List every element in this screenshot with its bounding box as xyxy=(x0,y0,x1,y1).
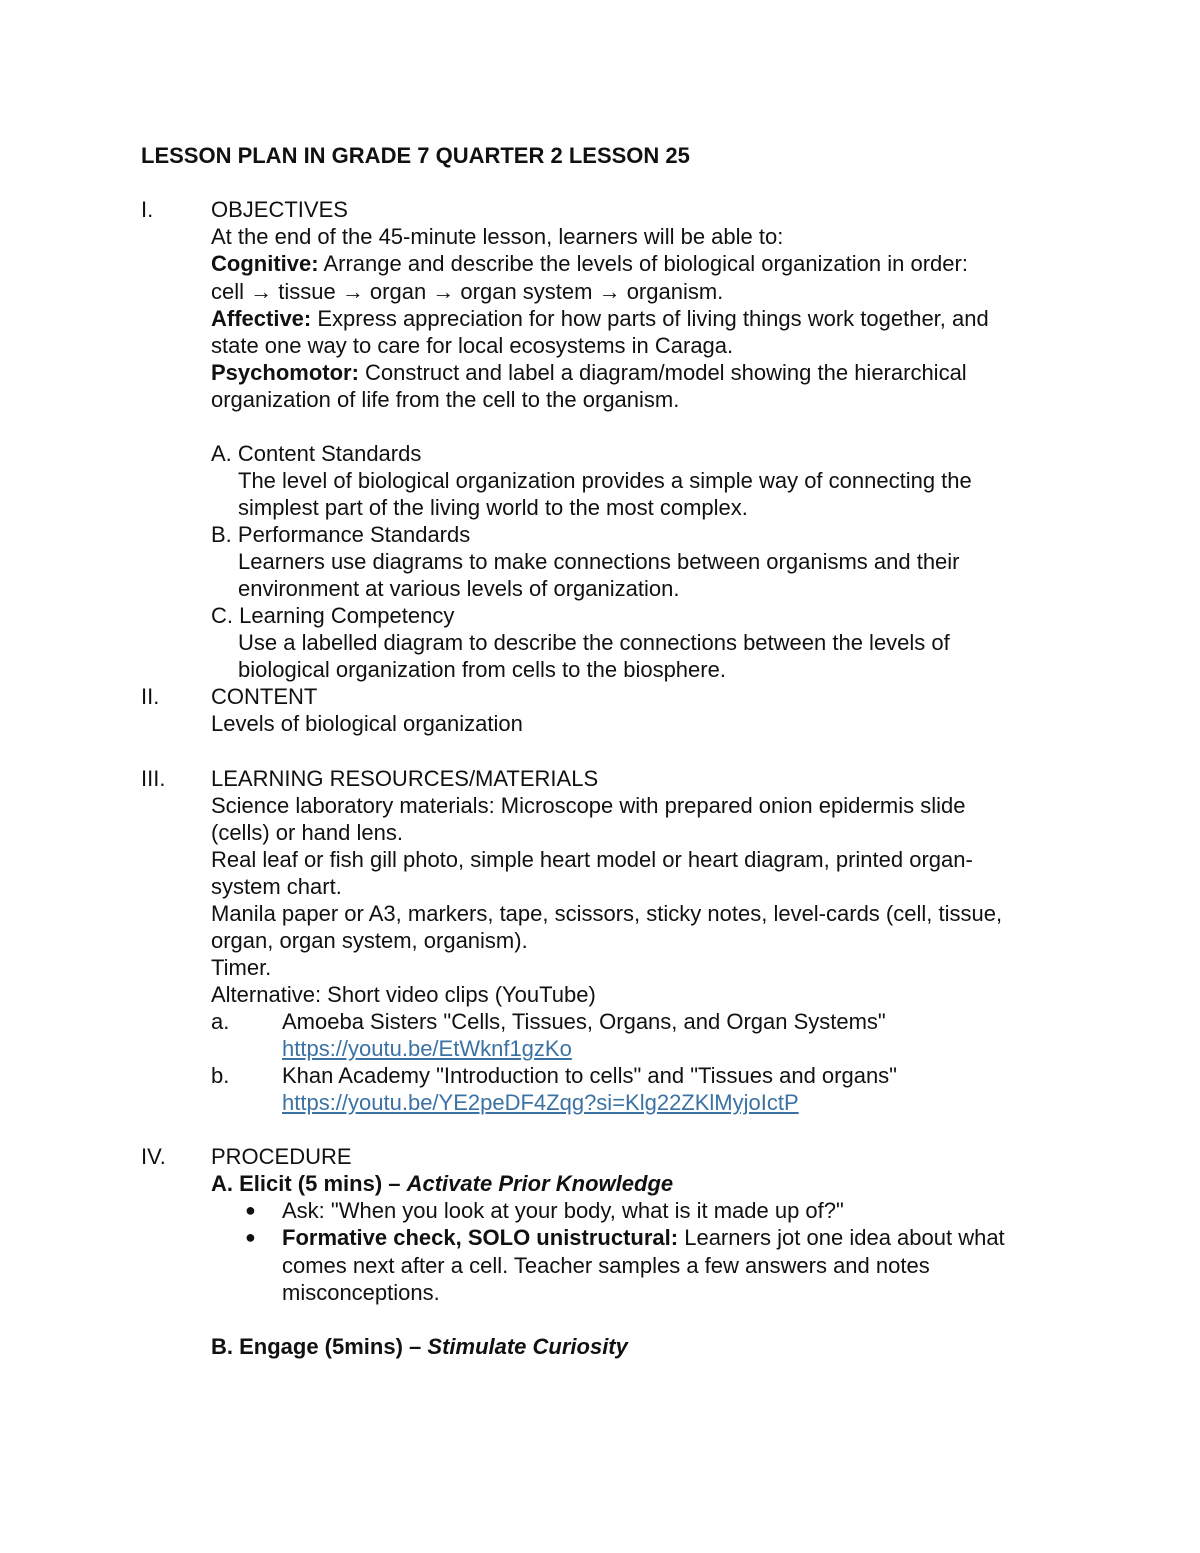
resources-line: Real leaf or fish gill photo, simple heart model or heart diagram, printed organ- xyxy=(211,847,973,872)
cognitive-label: Cognitive: xyxy=(211,251,319,276)
section-heading-content: CONTENT xyxy=(211,684,318,709)
affective-objective-cont: state one way to care for local ecosystems in Caraga. xyxy=(211,333,734,358)
elicit-heading: A. Elicit (5 mins) – Activate Prior Knowledge xyxy=(211,1171,674,1196)
content-text: Levels of biological organization xyxy=(211,711,523,736)
resources-line: Timer. xyxy=(211,955,272,980)
content-standards-heading: A. Content Standards xyxy=(211,441,422,466)
psychomotor-objective: Psychomotor: Construct and label a diagram/model showing the hierarchical xyxy=(211,360,967,385)
resources-line: Alternative: Short video clips (YouTube) xyxy=(211,982,596,1007)
bullet-icon: ● xyxy=(245,1227,256,1247)
video-a-title: Amoeba Sisters "Cells, Tissues, Organs, and Organ Systems" xyxy=(282,1009,886,1034)
affective-objective: Affective: Express appreciation for how parts of living things work together, and xyxy=(211,306,989,331)
psychomotor-objective-cont: organization of life from the cell to the organism. xyxy=(211,387,680,412)
resources-line: Manila paper or A3, markers, tape, scissors, sticky notes, level-cards (cell, tissue, xyxy=(211,901,1003,926)
video-marker-b: b. xyxy=(211,1063,230,1088)
content-standards-text: The level of biological organization provides a simple way of connecting the xyxy=(238,468,972,493)
engage-heading: B. Engage (5mins) – Stimulate Curiosity xyxy=(211,1334,628,1359)
resources-line: (cells) or hand lens. xyxy=(211,820,403,845)
page-title: LESSON PLAN IN GRADE 7 QUARTER 2 LESSON 25 xyxy=(141,143,690,168)
section-number-procedure: IV. xyxy=(141,1144,166,1169)
objectives-intro: At the end of the 45-minute lesson, learners will be able to: xyxy=(211,224,784,249)
section-number-content: II. xyxy=(141,684,160,709)
section-number-resources: III. xyxy=(141,766,166,791)
resources-line: organ, organ system, organism). xyxy=(211,928,528,953)
video-b-title: Khan Academy "Introduction to cells" and "Tissues and organs" xyxy=(282,1063,897,1088)
performance-standards-heading: B. Performance Standards xyxy=(211,522,471,547)
psychomotor-label: Psychomotor: xyxy=(211,360,359,385)
section-heading-resources: LEARNING RESOURCES/MATERIALS xyxy=(211,766,599,791)
formative-check-cont: comes next after a cell. Teacher samples a few answers and notes xyxy=(282,1253,930,1278)
bullet-icon: ● xyxy=(245,1200,256,1220)
section-heading-objectives: OBJECTIVES xyxy=(211,197,348,222)
video-b-link[interactable]: https://youtu.be/YE2peDF4Zqg?si=Klg22ZKlMyjoIctP xyxy=(282,1090,799,1115)
cognitive-objective-cont: cell → tissue → organ → organ system → organism. xyxy=(211,279,724,304)
video-a-link[interactable]: https://youtu.be/EtWknf1gzKo xyxy=(282,1036,572,1061)
resources-line: system chart. xyxy=(211,874,342,899)
video-marker-a: a. xyxy=(211,1009,230,1034)
cognitive-objective: Cognitive: Arrange and describe the levels of biological organization in order: xyxy=(211,251,968,276)
performance-standards-text-cont: environment at various levels of organization. xyxy=(238,576,680,601)
performance-standards-text: Learners use diagrams to make connections between organisms and their xyxy=(238,549,960,574)
learning-competency-heading: C. Learning Competency xyxy=(211,603,455,628)
section-number-objectives: I. xyxy=(141,197,154,222)
content-standards-text-cont: simplest part of the living world to the most complex. xyxy=(238,495,748,520)
formative-check-cont: misconceptions. xyxy=(282,1280,440,1305)
affective-label: Affective: xyxy=(211,306,312,331)
section-heading-procedure: PROCEDURE xyxy=(211,1144,352,1169)
learning-competency-text: Use a labelled diagram to describe the connections between the levels of xyxy=(238,630,950,655)
learning-competency-text-cont: biological organization from cells to the biosphere. xyxy=(238,657,726,682)
formative-label: Formative check, SOLO unistructural: xyxy=(282,1225,679,1250)
elicit-ask: Ask: "When you look at your body, what is it made up of?" xyxy=(282,1198,844,1223)
resources-line: Science laboratory materials: Microscope with prepared onion epidermis slide xyxy=(211,793,966,818)
formative-check: Formative check, SOLO unistructural: Learners jot one idea about what xyxy=(282,1225,1005,1250)
